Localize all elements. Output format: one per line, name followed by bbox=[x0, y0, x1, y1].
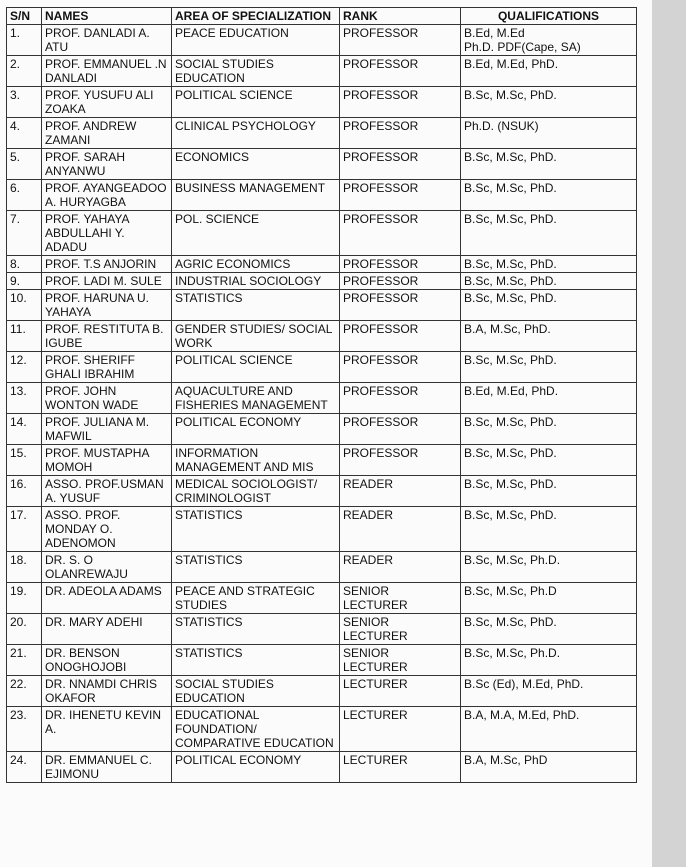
cell-name: PROF. EMMANUEL .N DANLADI bbox=[42, 56, 172, 87]
cell-rank: PROFESSOR bbox=[340, 290, 461, 321]
cell-name: DR. BENSON ONOGHOJOBI bbox=[42, 645, 172, 676]
cell-qualifications: B.Sc, M.Sc, PhD. bbox=[461, 273, 637, 290]
cell-name: PROF. LADI M. SULE bbox=[42, 273, 172, 290]
cell-sn: 22. bbox=[7, 676, 42, 707]
cell-qualifications: B.Sc, M.Sc, PhD. bbox=[461, 87, 637, 118]
cell-sn: 18. bbox=[7, 552, 42, 583]
header-rank: RANK bbox=[340, 8, 461, 25]
cell-name: DR. EMMANUEL C. EJIMONU bbox=[42, 752, 172, 783]
cell-area: SOCIAL STUDIES EDUCATION bbox=[172, 56, 340, 87]
cell-qualifications: B.Sc, M.Sc, PhD. bbox=[461, 211, 637, 256]
cell-rank: READER bbox=[340, 552, 461, 583]
cell-area: BUSINESS MANAGEMENT bbox=[172, 180, 340, 211]
cell-qualifications: B.Sc, M.Sc, PhD. bbox=[461, 180, 637, 211]
cell-sn: 19. bbox=[7, 583, 42, 614]
cell-sn: 13. bbox=[7, 383, 42, 414]
cell-area: ECONOMICS bbox=[172, 149, 340, 180]
cell-sn: 15. bbox=[7, 445, 42, 476]
cell-name: DR. ADEOLA ADAMS bbox=[42, 583, 172, 614]
cell-name: ASSO. PROF. MONDAY O. ADENOMON bbox=[42, 507, 172, 552]
cell-sn: 17. bbox=[7, 507, 42, 552]
cell-name: PROF. AYANGEADOO A. HURYAGBA bbox=[42, 180, 172, 211]
cell-sn: 11. bbox=[7, 321, 42, 352]
cell-sn: 4. bbox=[7, 118, 42, 149]
cell-rank: PROFESSOR bbox=[340, 445, 461, 476]
cell-qualifications: B.Sc, M.Sc, PhD. bbox=[461, 414, 637, 445]
cell-rank: LECTURER bbox=[340, 752, 461, 783]
cell-rank: READER bbox=[340, 507, 461, 552]
cell-rank: SENIOR LECTURER bbox=[340, 645, 461, 676]
cell-rank: SENIOR LECTURER bbox=[340, 583, 461, 614]
cell-qualifications: B.Sc, M.Sc, PhD. bbox=[461, 256, 637, 273]
cell-rank: LECTURER bbox=[340, 707, 461, 752]
table-row bbox=[7, 583, 637, 614]
table-row bbox=[7, 752, 637, 783]
cell-name: ASSO. PROF.USMAN A. YUSUF bbox=[42, 476, 172, 507]
cell-name: DR. MARY ADEHI bbox=[42, 614, 172, 645]
cell-area: INDUSTRIAL SOCIOLOGY bbox=[172, 273, 340, 290]
cell-area: STATISTICS bbox=[172, 290, 340, 321]
table-row bbox=[7, 552, 637, 583]
table-row bbox=[7, 56, 637, 87]
cell-area: POLITICAL ECONOMY bbox=[172, 414, 340, 445]
cell-qualifications: B.Sc, M.Sc, Ph.D. bbox=[461, 552, 637, 583]
cell-name: DR. NNAMDI CHRIS OKAFOR bbox=[42, 676, 172, 707]
cell-rank: PROFESSOR bbox=[340, 56, 461, 87]
cell-area: AQUACULTURE AND FISHERIES MANAGEMENT bbox=[172, 383, 340, 414]
cell-qualifications: B.Ed, M.Ed, PhD. bbox=[461, 383, 637, 414]
cell-qualifications: B.Ed, M.Ed Ph.D. PDF(Cape, SA) bbox=[461, 25, 637, 56]
table-row bbox=[7, 707, 637, 752]
header-area: AREA OF SPECIALIZATION bbox=[172, 8, 340, 25]
cell-qualifications: B.Sc (Ed), M.Ed, PhD. bbox=[461, 676, 637, 707]
cell-name: DR. IHENETU KEVIN A. bbox=[42, 707, 172, 752]
table-row bbox=[7, 352, 637, 383]
cell-name: DR. S. O OLANREWAJU bbox=[42, 552, 172, 583]
table-row bbox=[7, 445, 637, 476]
cell-area: AGRIC ECONOMICS bbox=[172, 256, 340, 273]
table-row bbox=[7, 614, 637, 645]
cell-qualifications: B.Sc, M.Sc, PhD. bbox=[461, 614, 637, 645]
cell-area: EDUCATIONAL FOUNDATION/ COMPARATIVE EDUCATION bbox=[172, 707, 340, 752]
header-names: NAMES bbox=[42, 8, 172, 25]
table-row bbox=[7, 25, 637, 56]
table-header-row bbox=[7, 8, 637, 25]
table-row bbox=[7, 321, 637, 352]
table-row bbox=[7, 118, 637, 149]
cell-sn: 12. bbox=[7, 352, 42, 383]
cell-area: GENDER STUDIES/ SOCIAL WORK bbox=[172, 321, 340, 352]
cell-sn: 8. bbox=[7, 256, 42, 273]
table-row bbox=[7, 645, 637, 676]
cell-name: PROF. RESTITUTA B. IGUBE bbox=[42, 321, 172, 352]
table-row bbox=[7, 507, 637, 552]
cell-rank: PROFESSOR bbox=[340, 256, 461, 273]
cell-rank: READER bbox=[340, 476, 461, 507]
cell-name: PROF. HARUNA U. YAHAYA bbox=[42, 290, 172, 321]
cell-sn: 10. bbox=[7, 290, 42, 321]
cell-rank: PROFESSOR bbox=[340, 321, 461, 352]
cell-rank: PROFESSOR bbox=[340, 149, 461, 180]
cell-area: CLINICAL PSYCHOLOGY bbox=[172, 118, 340, 149]
cell-sn: 21. bbox=[7, 645, 42, 676]
cell-sn: 6. bbox=[7, 180, 42, 211]
cell-rank: SENIOR LECTURER bbox=[340, 614, 461, 645]
cell-name: PROF. MUSTAPHA MOMOH bbox=[42, 445, 172, 476]
cell-qualifications: B.A, M.Sc, PhD. bbox=[461, 321, 637, 352]
cell-qualifications: B.Sc, M.Sc, PhD. bbox=[461, 507, 637, 552]
table-row bbox=[7, 476, 637, 507]
table-row bbox=[7, 273, 637, 290]
cell-area: POLITICAL SCIENCE bbox=[172, 352, 340, 383]
cell-area: MEDICAL SOCIOLOGIST/ CRIMINOLOGIST bbox=[172, 476, 340, 507]
cell-qualifications: B.Sc, M.Sc, PhD. bbox=[461, 149, 637, 180]
cell-sn: 14. bbox=[7, 414, 42, 445]
table-row bbox=[7, 87, 637, 118]
cell-area: PEACE EDUCATION bbox=[172, 25, 340, 56]
cell-qualifications: B.Sc, M.Sc, PhD. bbox=[461, 445, 637, 476]
cell-qualifications: B.A, M.Sc, PhD bbox=[461, 752, 637, 783]
cell-qualifications: B.Ed, M.Ed, PhD. bbox=[461, 56, 637, 87]
staff-table bbox=[6, 7, 637, 783]
cell-qualifications: B.Sc, M.Sc, PhD. bbox=[461, 476, 637, 507]
cell-area: INFORMATION MANAGEMENT AND MIS bbox=[172, 445, 340, 476]
table-row bbox=[7, 211, 637, 256]
table-row bbox=[7, 149, 637, 180]
table-row bbox=[7, 290, 637, 321]
cell-rank: PROFESSOR bbox=[340, 118, 461, 149]
cell-qualifications: B.A, M.A, M.Ed, PhD. bbox=[461, 707, 637, 752]
cell-area: POLITICAL ECONOMY bbox=[172, 752, 340, 783]
cell-qualifications: B.Sc, M.Sc, Ph.D. bbox=[461, 645, 637, 676]
cell-qualifications: B.Sc, M.Sc, Ph.D bbox=[461, 583, 637, 614]
cell-rank: PROFESSOR bbox=[340, 87, 461, 118]
table-row bbox=[7, 676, 637, 707]
cell-rank: PROFESSOR bbox=[340, 25, 461, 56]
cell-sn: 16. bbox=[7, 476, 42, 507]
cell-area: PEACE AND STRATEGIC STUDIES bbox=[172, 583, 340, 614]
cell-sn: 5. bbox=[7, 149, 42, 180]
cell-sn: 7. bbox=[7, 211, 42, 256]
cell-name: PROF. T.S ANJORIN bbox=[42, 256, 172, 273]
cell-qualifications: B.Sc, M.Sc, PhD. bbox=[461, 290, 637, 321]
cell-name: PROF. JULIANA M. MAFWIL bbox=[42, 414, 172, 445]
cell-area: STATISTICS bbox=[172, 507, 340, 552]
cell-area: POLITICAL SCIENCE bbox=[172, 87, 340, 118]
cell-sn: 24. bbox=[7, 752, 42, 783]
cell-rank: PROFESSOR bbox=[340, 273, 461, 290]
cell-name: PROF. SARAH ANYANWU bbox=[42, 149, 172, 180]
cell-sn: 1. bbox=[7, 25, 42, 56]
cell-name: PROF. JOHN WONTON WADE bbox=[42, 383, 172, 414]
cell-sn: 3. bbox=[7, 87, 42, 118]
cell-name: PROF. DANLADI A. ATU bbox=[42, 25, 172, 56]
cell-rank: PROFESSOR bbox=[340, 383, 461, 414]
table-row bbox=[7, 180, 637, 211]
table-row bbox=[7, 256, 637, 273]
cell-qualifications: Ph.D. (NSUK) bbox=[461, 118, 637, 149]
cell-name: PROF. SHERIFF GHALI IBRAHIM bbox=[42, 352, 172, 383]
cell-name: PROF. YAHAYA ABDULLAHI Y. ADADU bbox=[42, 211, 172, 256]
cell-area: STATISTICS bbox=[172, 614, 340, 645]
header-sn: S/N bbox=[7, 8, 42, 25]
cell-area: STATISTICS bbox=[172, 552, 340, 583]
cell-sn: 2. bbox=[7, 56, 42, 87]
cell-rank: PROFESSOR bbox=[340, 352, 461, 383]
cell-name: PROF. ANDREW ZAMANI bbox=[42, 118, 172, 149]
cell-sn: 23. bbox=[7, 707, 42, 752]
cell-qualifications: B.Sc, M.Sc, PhD. bbox=[461, 352, 637, 383]
table-row bbox=[7, 383, 637, 414]
cell-rank: PROFESSOR bbox=[340, 414, 461, 445]
cell-area: SOCIAL STUDIES EDUCATION bbox=[172, 676, 340, 707]
cell-area: STATISTICS bbox=[172, 645, 340, 676]
cell-name: PROF. YUSUFU ALI ZOAKA bbox=[42, 87, 172, 118]
table-row bbox=[7, 414, 637, 445]
cell-sn: 9. bbox=[7, 273, 42, 290]
cell-area: POL. SCIENCE bbox=[172, 211, 340, 256]
cell-rank: LECTURER bbox=[340, 676, 461, 707]
cell-rank: PROFESSOR bbox=[340, 180, 461, 211]
cell-rank: PROFESSOR bbox=[340, 211, 461, 256]
page-margin bbox=[652, 0, 686, 867]
header-qualifications: QUALIFICATIONS bbox=[461, 8, 637, 25]
cell-sn: 20. bbox=[7, 614, 42, 645]
